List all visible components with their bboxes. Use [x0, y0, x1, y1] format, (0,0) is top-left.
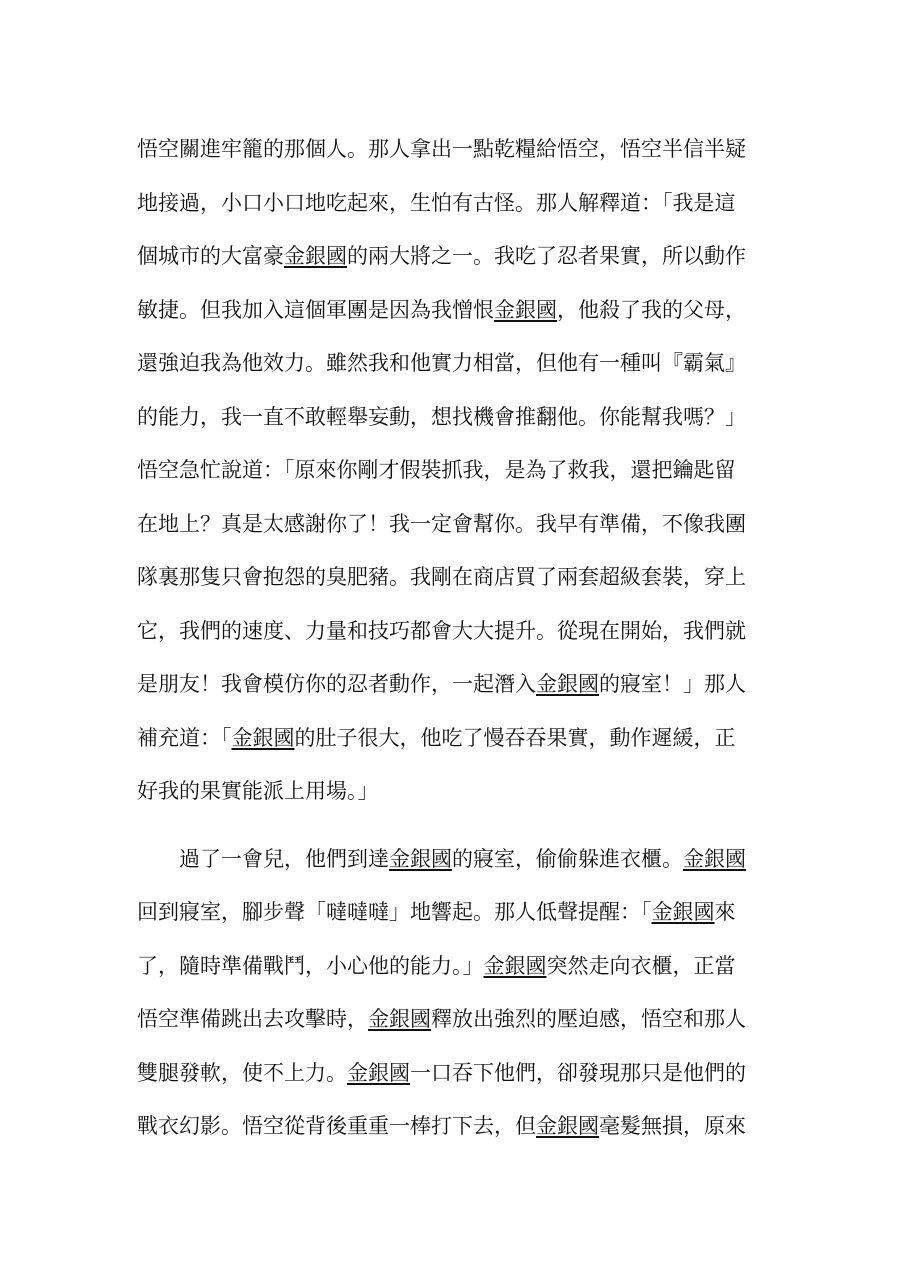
- text-line: [137, 662, 777, 716]
- text-run: 是朋友！我會模仿你的忍者動作，一起潛入: [137, 672, 536, 696]
- underlined-name: 金銀國: [536, 672, 599, 696]
- underlined-name: 金銀國: [368, 1007, 431, 1031]
- text-run: 的寢室！」那人: [599, 672, 746, 696]
- underlined-name: 金銀國: [231, 725, 295, 750]
- text-run: 回到寢室，腳步聲「噠噠噠」地響起。那人低聲提醒：「: [137, 900, 652, 924]
- underlined-name: 金銀國: [347, 1060, 410, 1085]
- text-line: [137, 890, 777, 944]
- text-line: [137, 555, 777, 609]
- underlined-name: 金銀國: [483, 953, 547, 978]
- underlined-name: 金銀國: [389, 846, 452, 871]
- text-run: 的兩大將之一。我吃了忍者果實，所以動作: [347, 244, 746, 268]
- text-line: [137, 341, 777, 395]
- text-line: [137, 288, 777, 342]
- text-run: 釋放出強烈的壓迫感，悟空和那人: [431, 1007, 746, 1031]
- text-run: 雙腿發軟，使不上力。: [137, 1060, 347, 1085]
- underlined-name: 金銀國: [536, 1114, 599, 1138]
- text-run: 戰衣幻影。悟空從背後重重一棒打下去，但: [137, 1114, 536, 1138]
- text-line: [137, 1051, 777, 1105]
- text-run: 突然走向衣櫃，正當: [546, 953, 736, 978]
- text-line: [137, 181, 777, 235]
- text-line: [137, 944, 777, 998]
- text-run: 敏捷。但我加入這個軍團是因為我憎恨: [137, 297, 494, 322]
- text-run: 的能力，我一直不敢輕舉妄動，想找機會推翻他。你能幫我嗎？」: [137, 404, 746, 429]
- text-line: [137, 448, 777, 502]
- text-run: 個城市的大富豪: [137, 244, 284, 268]
- text-run: 了，隨時準備戰鬥，小心他的能力。」: [137, 953, 484, 978]
- text-run: 隊裏那隻只會抱怨的臭肥豬。我剛在商店買了兩套超級套裝，穿上: [137, 565, 746, 589]
- text-line: [137, 395, 777, 449]
- text-run: 悟空關進牢籠的那個人。那人拿出一點乾糧給悟空，悟空半信半疑: [137, 137, 746, 161]
- text-line: [137, 769, 777, 823]
- text-line: [137, 1104, 777, 1158]
- text-run: 地接過，小口小口地吃起來，生怕有古怪。那人解釋道：「我是這: [137, 190, 736, 215]
- paragraph-first-line: [137, 837, 777, 891]
- text-run: 過了一會兒，他們到達: [179, 846, 389, 871]
- text-run: 毫髮無損，原來: [599, 1114, 746, 1138]
- text-run: 還強迫我為他效力。雖然我和他實力相當，但他有一種叫『霸氣』: [137, 351, 746, 375]
- text-run: ，他殺了我的父母，: [557, 297, 746, 322]
- text-run: 它，我們的速度、力量和技巧都會大大提升。從現在開始，我們就: [137, 618, 746, 643]
- text-run: 在地上？真是太感謝你了！我一定會幫你。我早有準備，不像我團: [137, 511, 746, 536]
- text-line: [137, 502, 777, 556]
- text-line: [137, 997, 777, 1051]
- text-line: [137, 127, 777, 181]
- text-run: 悟空準備跳出去攻擊時，: [137, 1007, 368, 1031]
- text-run: 的肚子很大，他吃了慢吞吞果實，動作遲緩，正: [294, 725, 736, 750]
- text-run: 補充道：「: [137, 725, 232, 750]
- underlined-name: 金銀國: [494, 297, 557, 322]
- underlined-name: 金銀國: [683, 846, 746, 871]
- underlined-name: 金銀國: [284, 244, 347, 268]
- text-run: 的寢室，偷偷躲進衣櫃。: [452, 846, 683, 871]
- text-run: 來: [714, 900, 736, 924]
- text-line: [137, 234, 777, 288]
- text-line: [137, 609, 777, 663]
- underlined-name: 金銀國: [651, 900, 715, 924]
- text-run: 一口吞下他們，卻發現那只是他們的: [410, 1060, 746, 1085]
- text-run: 悟空急忙說道：「原來你剛才假裝抓我，是為了救我，還把鑰匙留: [137, 458, 736, 482]
- text-line: [137, 716, 777, 770]
- body-text: [137, 127, 777, 1158]
- text-run: 好我的果實能派上用場。」: [137, 779, 379, 803]
